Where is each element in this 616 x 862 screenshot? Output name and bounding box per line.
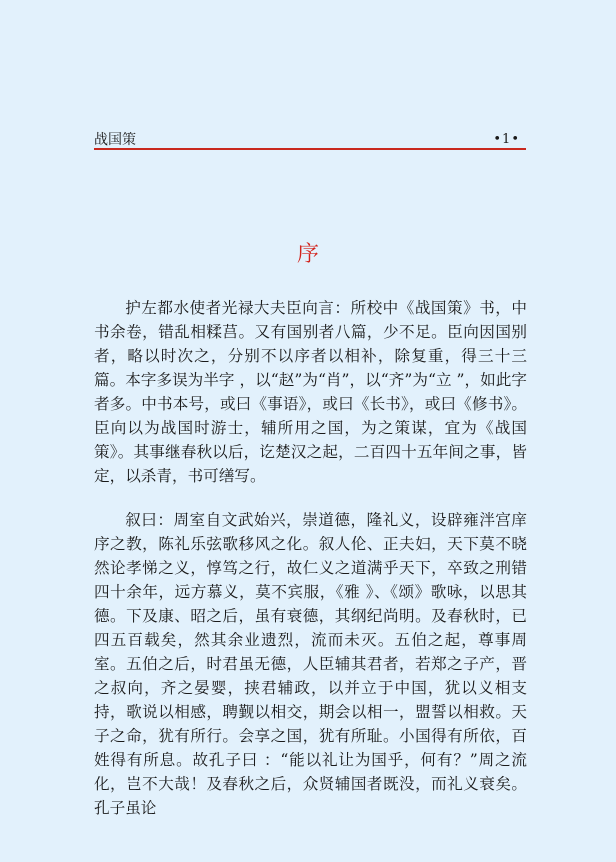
header-book-title: 战国策 <box>94 132 136 148</box>
section-title: 序 <box>296 242 319 267</box>
paragraph: 护左都水使者光禄大夫臣向言：所校中《战国策》书，中书余卷，错乱相糅莒。又有国别者八篇，少不足。臣向因国别者，略以时次之，分别不以序者以相补，除复重，得三十三篇。本字多误为半字 ，以“赵”为“肖”，以“齐”为“立 ”，如此字者多。中书本号，或曰《事语》，或曰《长书》，或曰《修书》。臣向以为战国时游士，辅所用之国，为之策谋，宜为《战国策》。其事继春秋以后，讫楚汉之起，二百四十五年间之事，皆定，以杀青，书可缮写。 <box>94 299 527 485</box>
page-number: •1• <box>493 132 520 147</box>
header-rule <box>94 148 526 150</box>
running-header <box>94 131 526 149</box>
paragraph: 叙曰：周室自文武始兴，崇道德，隆礼义，设辟雍泮宫庠序之教，陈礼乐弦歌移风之化。叙人伦、正夫妇，天下莫不晓然论孝悌之义，惇笃之行，故仁义之道满乎天下，卒致之刑错四十余年，远方慕义，莫不宾服，《雅 》、《颂》歌咏，以思其德。下及康、昭之后，虽有衰德，其纲纪尚明。及春秋时，已四五百载矣，然其余业遗烈，流而未灭。五伯之起，尊事周室。五伯之后，时君虽无德，人臣辅其君者，若郑之子产，晋之叔向，齐之晏婴，挟君辅政，以并立于中国，犹以义相支持，歌说以相感，聘觐以相交，期会以相一，盟誓以相救。天子之命，犹有所行。会享之国，犹有所耻。小国得有所依，百姓得有所息。故孔子曰 ：“能以礼让为国乎，何有？”周之流化，岂不大哉！及春秋之后，众贤辅国者既没，而礼义衰矣。孔子虽论 <box>94 511 527 817</box>
